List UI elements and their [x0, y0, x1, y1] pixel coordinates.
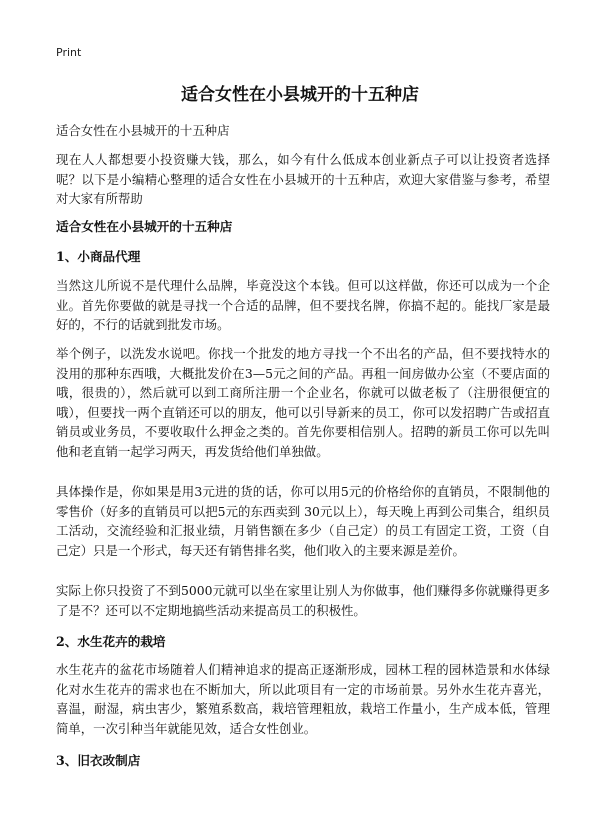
paragraph-2: 举个例子，以洗发水说吧。你找一个批发的地方寻找一个不出名的产品，但不要找特水的没用的那种东西哦，大概批发价在3—5元之间的产品。再租一间房做办公室（不要店面的哦，很贵的），然后就可以到工商所注册一个企业名，你就可以做老板了（注册很便宜的哦），但要找一两个直销还可以的朋友，他可以引导新来的员工，你可以发招聘广告或招直销员或业务员，不要收取什么押金之类的。首先你要相信别人。招聘的新员工你可以先叫他和老直销一起学习两天，再发货给他们单独做。 — [56, 346, 550, 459]
print-link[interactable]: Print — [56, 46, 82, 59]
section-heading: 适合女性在小县城开的十五种店 — [56, 219, 233, 234]
heading-1: 1、小商品代理 — [56, 249, 141, 264]
paragraph-5: 水生花卉的盆花市场随着人们精神追求的提高正逐渐形成，园林工程的园林造景和水体绿化对水生花卉的需求也在不断加大，所以此项目有一定的市场前景。另外水生花卉喜光，喜温，耐湿，病虫害少，繁殖系数高，栽培管理粗放，栽培工作量小，生产成本低，管理简单，一次引种当年就能见效，适合女性创业。 — [56, 662, 550, 736]
paragraph-4: 实际上你只投资了不到5000元就可以坐在家里让别人为你做事，他们赚得多你就赚得更多了是不？还可以不定期地搞些活动来提高员工的积极性。 — [56, 583, 550, 618]
heading-2: 2、水生花卉的栽培 — [56, 634, 166, 649]
subtitle: 适合女性在小县城开的十五种店 — [56, 123, 230, 138]
paragraph-3: 具体操作是，你如果是用3元进的货的话，你可以用5元的价格给你的直销员，不限制他的零售价（好多的直销员可以把5元的东西卖到 30元以上），每天晚上再到公司集合，组织员工活动，交流经验和汇报业绩，月销售额在多少（自己定）的员工有固定工资，工资（自己定）只是一个形式，每天还有销售排名奖，他们收入的主要来源是差价。 — [56, 484, 550, 558]
intro-paragraph: 现在人人都想要小投资赚大钱，那么，如今有什么低成本创业新点子可以让投资者选择呢？以下是小编精心整理的适合女性在小县城开的十五种店，欢迎大家借鉴与参考，希望对大家有所帮助 — [56, 152, 550, 206]
page-title: 适合女性在小县城开的十五种店 — [181, 85, 419, 105]
paragraph-1: 当然这儿所说不是代理什么品牌，毕竟没这个本钱。但可以这样做，你还可以成为一个企业。首先你要做的就是寻找一个合适的品牌，但不要找名牌，你搞不起的。能找厂家是最好的，不行的话就到批发市场。 — [56, 278, 550, 332]
heading-3: 3、旧衣改制店 — [56, 753, 141, 768]
